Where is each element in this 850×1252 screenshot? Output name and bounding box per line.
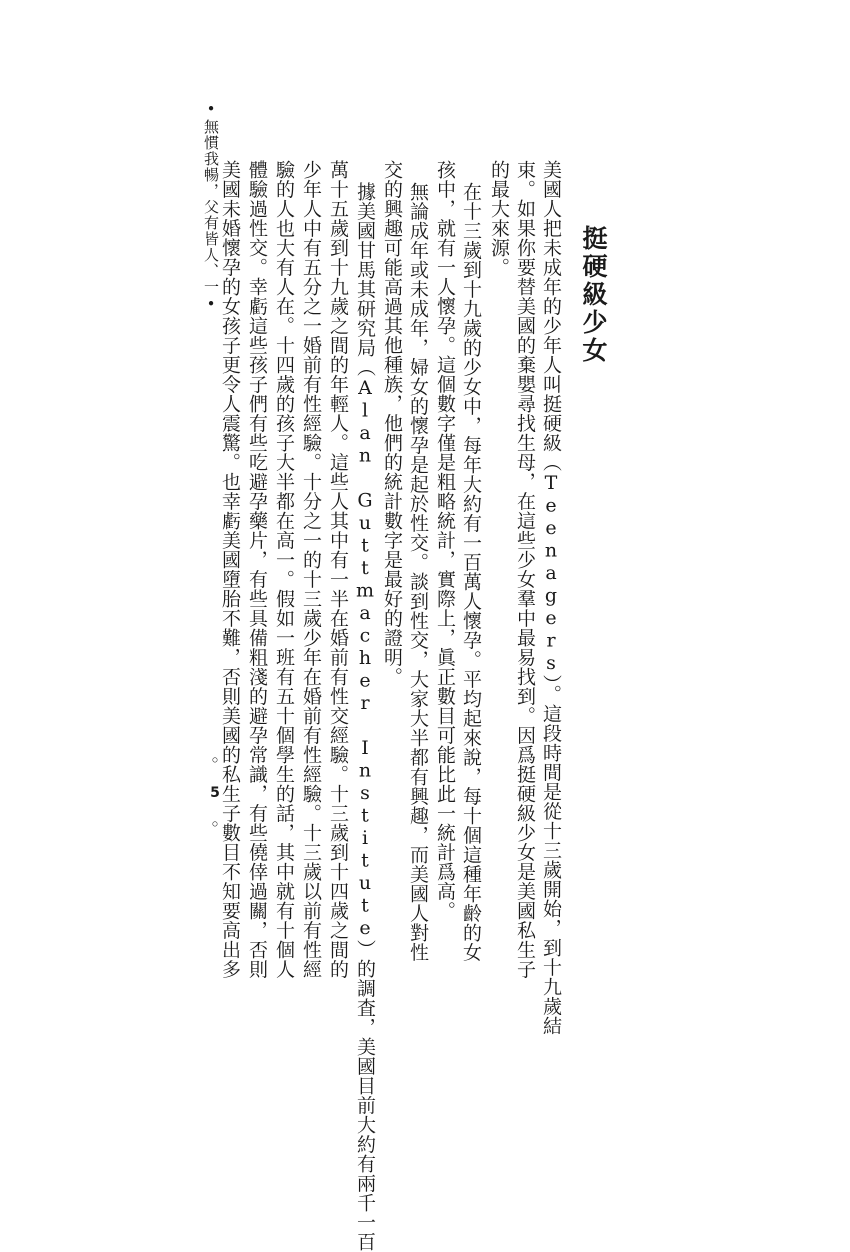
text-column: 無論成年或未成年，婦女的懷孕是起於性交。談到性交，大家大半都有興趣，而美國人對性 — [407, 182, 429, 962]
chapter-title: 挺硬級少女 — [579, 225, 608, 365]
text-column: 少年人中有五分之一婚前有性經驗。十分之一的十三歲少年在婚前有性經驗。十三歲以前有性經 — [300, 160, 322, 979]
text-column: 美國人把未成年的少年人叫挺硬級（Teenagers）。這段時間是從十三歲開始，到十九歲結 — [540, 160, 562, 1036]
text-column: 束。如果你要替美國的棄嬰尋找生母，在這些少女羣中最易找到。因爲挺硬級少女是美國私生子 — [514, 160, 536, 979]
text-column: 體驗過性交。幸虧這些孩子們有些吃避孕藥片，有些具備粗淺的避孕常識，有些僥倖過關，否則 — [246, 160, 268, 979]
text-column: 美國未婚懷孕的女孩子更令人震驚。也幸虧美國墮胎不難，否則美國的私生子數目不知要高出多 — [219, 160, 241, 979]
text-column: 交的興趣可能高過其他種族，他們的統計數字是最好的證明。 — [381, 160, 403, 687]
page-number: ◦ 5 ◦ — [207, 753, 223, 833]
text-column: 在十三歲到十九歲的少女中，每年大約有一百萬人懷孕。平均起來說，每十個這種年齡的女 — [460, 182, 482, 962]
text-column: 萬十五歲到十九歲之間的年輕人。這些人其中有一半在婚前有性交經驗。十三歲到十四歲之間的 — [327, 160, 349, 979]
text-column: 的最大來源。 — [488, 160, 510, 277]
running-header: •無慣我暢，父有皆人、一• — [202, 100, 220, 314]
text-column: 據美國甘馬其研究局（Alan Guttmacher Institute）的調査，美國目前大約有兩千一百 — [354, 182, 376, 1252]
text-column: 孩中，就有一人懷孕。這個數字僅是粗略統計，實際上，眞正數目可能比此一統計爲高。 — [434, 160, 456, 921]
text-column: 驗的人也大有人在。十四歲的孩子大半都在高一。假如一班有五十個學生的話，其中就有十個人 — [273, 160, 295, 979]
